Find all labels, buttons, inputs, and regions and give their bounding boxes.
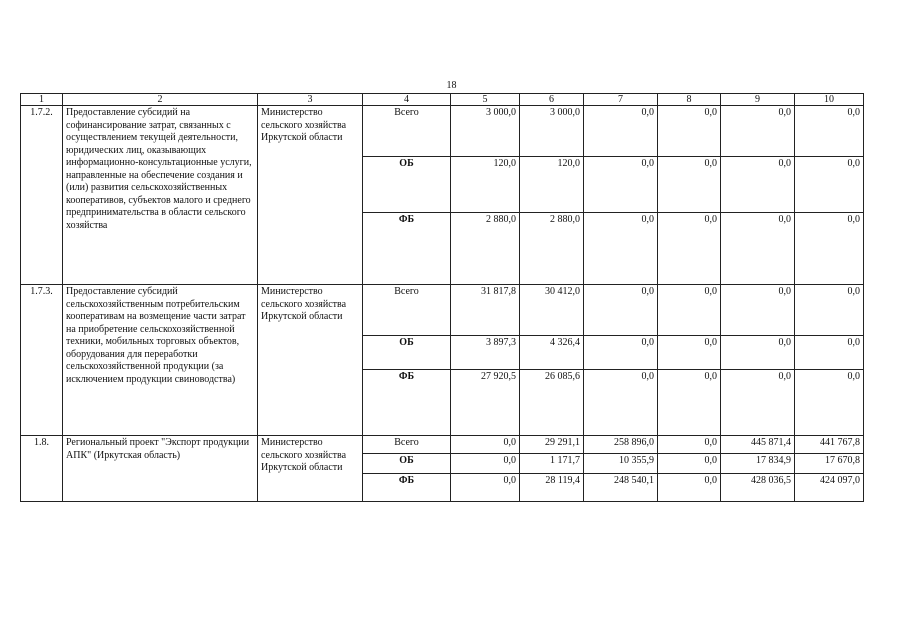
amount-cell: 0,0 (584, 370, 658, 436)
amount-cell: 248 540,1 (584, 474, 658, 502)
table-row (21, 106, 864, 157)
amount-cell: 17 670,8 (795, 454, 864, 474)
amount-cell: 26 085,6 (520, 370, 584, 436)
amount-cell: 3 897,3 (451, 336, 520, 370)
amount-cell: 3 000,0 (451, 106, 520, 157)
amount-cell: 0,0 (795, 157, 864, 213)
amount-cell: 0,0 (584, 213, 658, 285)
amount-cell: 0,0 (721, 370, 795, 436)
table-row (21, 436, 864, 454)
amount-cell: 2 880,0 (451, 213, 520, 285)
amount-cell: 0,0 (658, 474, 721, 502)
amount-cell: 0,0 (451, 474, 520, 502)
item-description: Предоставление субсидий на софинансирование затрат, связанных с осуществлением текущей деятельности, юридических лиц, оказывающих информационно-консультационные услуги, направленные на обеспечение создания и (или) развития сельскохозяйственных кооперативов, субъектов малого и среднего предпринимательства в области сельского хозяйства (63, 106, 258, 285)
amount-cell: 27 920,5 (451, 370, 520, 436)
amount-cell: 424 097,0 (795, 474, 864, 502)
amount-cell: 0,0 (658, 336, 721, 370)
amount-cell: 0,0 (795, 285, 864, 336)
item-description: Предоставление субсидий сельскохозяйственным потребительским кооперативам на возмещение части затрат на приобретение сельскохозяйственной техники, мобильных торговых объектов, оборудования для переработки сельскохозяйственной продукции (за исключением продукции свиноводства) (63, 285, 258, 436)
funding-source: Всего (363, 436, 451, 454)
amount-cell: 0,0 (721, 285, 795, 336)
amount-cell: 445 871,4 (721, 436, 795, 454)
amount-cell: 0,0 (584, 285, 658, 336)
amount-cell: 0,0 (658, 213, 721, 285)
amount-cell: 17 834,9 (721, 454, 795, 474)
item-executor: Министерство сельского хозяйства Иркутской области (258, 106, 363, 285)
amount-cell: 10 355,9 (584, 454, 658, 474)
page-number: 18 (446, 80, 457, 91)
amount-cell: 0,0 (658, 285, 721, 336)
item-number: 1.7.2. (21, 106, 63, 285)
funding-source: ФБ (363, 370, 451, 436)
amount-cell: 0,0 (451, 436, 520, 454)
column-header: 9 (721, 94, 795, 106)
funding-source: Всего (363, 285, 451, 336)
amount-cell: 0,0 (658, 370, 721, 436)
amount-cell: 0,0 (584, 157, 658, 213)
column-header: 7 (584, 94, 658, 106)
amount-cell: 1 171,7 (520, 454, 584, 474)
column-header: 6 (520, 94, 584, 106)
column-header: 10 (795, 94, 864, 106)
column-number-row (21, 94, 864, 106)
amount-cell: 428 036,5 (721, 474, 795, 502)
item-description: Региональный проект "Экспорт продукции АПК" (Иркутская область) (63, 436, 258, 502)
amount-cell: 0,0 (451, 454, 520, 474)
amount-cell: 0,0 (721, 213, 795, 285)
item-executor: Министерство сельского хозяйства Иркутской области (258, 436, 363, 502)
column-header: 3 (258, 94, 363, 106)
funding-source: ФБ (363, 213, 451, 285)
amount-cell: 0,0 (721, 106, 795, 157)
amount-cell: 28 119,4 (520, 474, 584, 502)
amount-cell: 258 896,0 (584, 436, 658, 454)
amount-cell: 0,0 (795, 370, 864, 436)
amount-cell: 0,0 (658, 157, 721, 213)
table-row (21, 285, 864, 336)
amount-cell: 0,0 (658, 454, 721, 474)
amount-cell: 0,0 (584, 336, 658, 370)
amount-cell: 0,0 (658, 106, 721, 157)
amount-cell: 0,0 (795, 213, 864, 285)
amount-cell: 31 817,8 (451, 285, 520, 336)
funding-source: ОБ (363, 454, 451, 474)
amount-cell: 0,0 (795, 336, 864, 370)
funding-source: ОБ (363, 157, 451, 213)
amount-cell: 0,0 (795, 106, 864, 157)
item-executor: Министерство сельского хозяйства Иркутской области (258, 285, 363, 436)
column-header: 5 (451, 94, 520, 106)
amount-cell: 30 412,0 (520, 285, 584, 336)
amount-cell: 120,0 (520, 157, 584, 213)
amount-cell: 0,0 (658, 436, 721, 454)
budget-table (20, 93, 864, 502)
amount-cell: 29 291,1 (520, 436, 584, 454)
funding-source: ФБ (363, 474, 451, 502)
funding-source: ОБ (363, 336, 451, 370)
amount-cell: 4 326,4 (520, 336, 584, 370)
amount-cell: 441 767,8 (795, 436, 864, 454)
column-header: 4 (363, 94, 451, 106)
amount-cell: 3 000,0 (520, 106, 584, 157)
amount-cell: 120,0 (451, 157, 520, 213)
amount-cell: 2 880,0 (520, 213, 584, 285)
item-number: 1.7.3. (21, 285, 63, 436)
amount-cell: 0,0 (584, 106, 658, 157)
column-header: 1 (21, 94, 63, 106)
amount-cell: 0,0 (721, 336, 795, 370)
column-header: 8 (658, 94, 721, 106)
item-number: 1.8. (21, 436, 63, 502)
column-header: 2 (63, 94, 258, 106)
funding-source: Всего (363, 106, 451, 157)
amount-cell: 0,0 (721, 157, 795, 213)
